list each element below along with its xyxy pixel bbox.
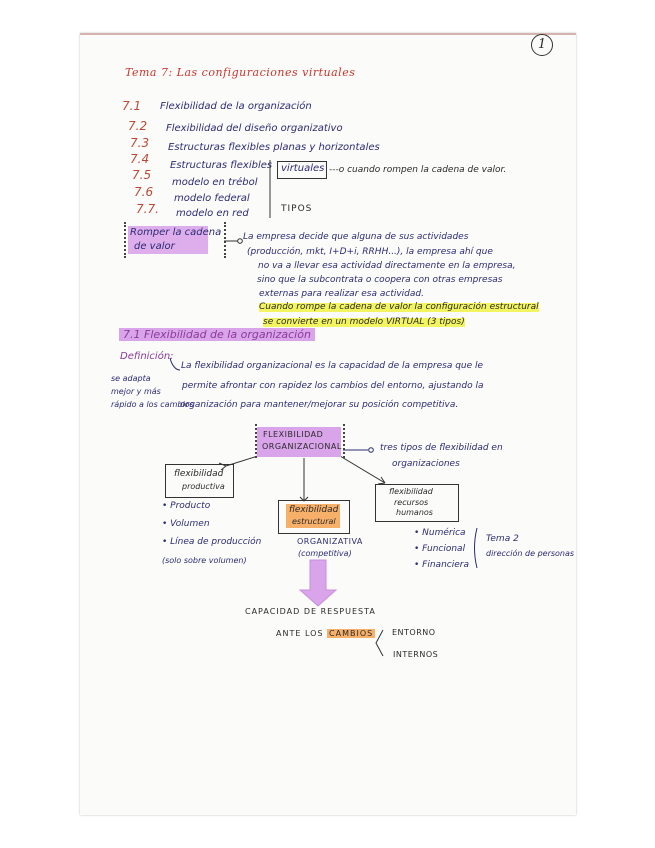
romper-line: La empresa decide que alguna de sus actividades bbox=[243, 232, 469, 242]
response-cambios-highlight: CAMBIOS bbox=[329, 629, 374, 638]
index-text: modelo federal bbox=[174, 193, 250, 204]
romper-line: externas para realizar esa actividad. bbox=[259, 289, 424, 299]
index-text: modelo en trébol bbox=[172, 177, 258, 188]
margin-note-line: se adapta bbox=[111, 374, 151, 383]
mid-node-line-1: flexibilidad bbox=[289, 505, 339, 515]
section-heading: 7.1 Flexibilidad de la organización bbox=[119, 328, 315, 341]
mid-node-line-2: estructural bbox=[292, 517, 336, 526]
virtuales-arrow-text: ---o cuando rompen la cadena de valor. bbox=[329, 165, 507, 175]
left-item: • Volumen bbox=[162, 519, 210, 529]
definition-label: Definición: bbox=[120, 351, 174, 362]
right-item: • Funcional bbox=[414, 544, 466, 554]
index-num: 7.6 bbox=[134, 185, 154, 199]
left-item: • Producto bbox=[162, 501, 211, 511]
romper-line: (producción, mkt, I+D+i, RRHH...), la empresa ahí que bbox=[247, 247, 493, 257]
margin-note-line: mejor y más bbox=[111, 387, 161, 396]
center-note-1: tres tipos de flexibilidad en bbox=[380, 443, 503, 453]
mid-label-2: (competitiva) bbox=[298, 549, 352, 558]
right-note-1: Tema 2 bbox=[486, 534, 519, 544]
romper-label-2: de valor bbox=[134, 241, 175, 252]
romper-label-1: Romper la cadena bbox=[130, 227, 222, 238]
tipos-label: TIPOS bbox=[281, 204, 313, 214]
index-text: modelo en red bbox=[176, 208, 249, 219]
romper-line: no va a llevar esa actividad directamente en la empresa, bbox=[258, 261, 516, 271]
index-text: Estructuras flexibles planas y horizontales bbox=[168, 142, 380, 153]
index-text: Flexibilidad de la organización bbox=[160, 101, 312, 112]
index-num: 7.4 bbox=[130, 152, 150, 166]
romper-highlight-line-1: Cuando rompe la cadena de valor la configuración estructural bbox=[259, 302, 539, 312]
romper-line: sino que la subcontrata o coopera con otras empresas bbox=[257, 275, 503, 285]
response-line-1: CAPACIDAD DE RESPUESTA bbox=[245, 607, 376, 616]
virtuales-label: virtuales bbox=[281, 163, 325, 174]
response-line-2: ANTE LOS CAMBIOS bbox=[276, 629, 374, 638]
right-item: • Financiera bbox=[414, 560, 469, 570]
center-note-2: organizaciones bbox=[392, 459, 460, 469]
index-text: Estructuras flexibles bbox=[170, 160, 273, 171]
index-num: 7.3 bbox=[130, 136, 150, 150]
index-num: 7.1 bbox=[122, 99, 142, 113]
index-text: Flexibilidad del diseño organizativo bbox=[166, 123, 343, 134]
response-branch-top: ENTORNO bbox=[392, 628, 436, 637]
right-node-line-2: recursos bbox=[394, 498, 429, 507]
index-num: 7.2 bbox=[128, 119, 148, 133]
right-item: • Numérica bbox=[414, 528, 466, 538]
right-node-line-3: humanos bbox=[396, 508, 433, 517]
left-node-line-2: productiva bbox=[182, 482, 225, 491]
index-num: 7.5 bbox=[132, 168, 152, 182]
definition-line-2: permite afrontar con rapidez los cambios del entorno, ajustando la bbox=[182, 381, 484, 391]
right-note-2: dirección de personas bbox=[486, 549, 575, 558]
left-node-line-1: flexibilidad bbox=[174, 469, 224, 479]
definition-line-1: La flexibilidad organizacional es la capacidad de la empresa que le bbox=[181, 361, 484, 371]
margin-note-line: rápido a los cambios bbox=[111, 400, 194, 409]
left-item: • Línea de producción bbox=[162, 537, 262, 547]
center-node-line-1: FLEXIBILIDAD bbox=[263, 430, 324, 439]
page-title: Tema 7: Las configuraciones virtuales bbox=[125, 66, 356, 79]
index-num: 7.7. bbox=[136, 202, 159, 216]
left-item-note: (solo sobre volumen) bbox=[162, 556, 247, 565]
center-node-line-2: ORGANIZACIONAL bbox=[262, 442, 342, 451]
response-branch-bottom: INTERNOS bbox=[393, 650, 439, 659]
mid-label-1: ORGANIZATIVA bbox=[297, 537, 363, 546]
romper-highlight-line-2: se convierte en un modelo VIRTUAL (3 tipos) bbox=[263, 317, 465, 327]
definition-line-3: organización para mantener/mejorar su posición competitiva. bbox=[180, 400, 459, 410]
page-number: 1 bbox=[531, 34, 553, 56]
right-node-line-1: flexibilidad bbox=[389, 487, 433, 496]
